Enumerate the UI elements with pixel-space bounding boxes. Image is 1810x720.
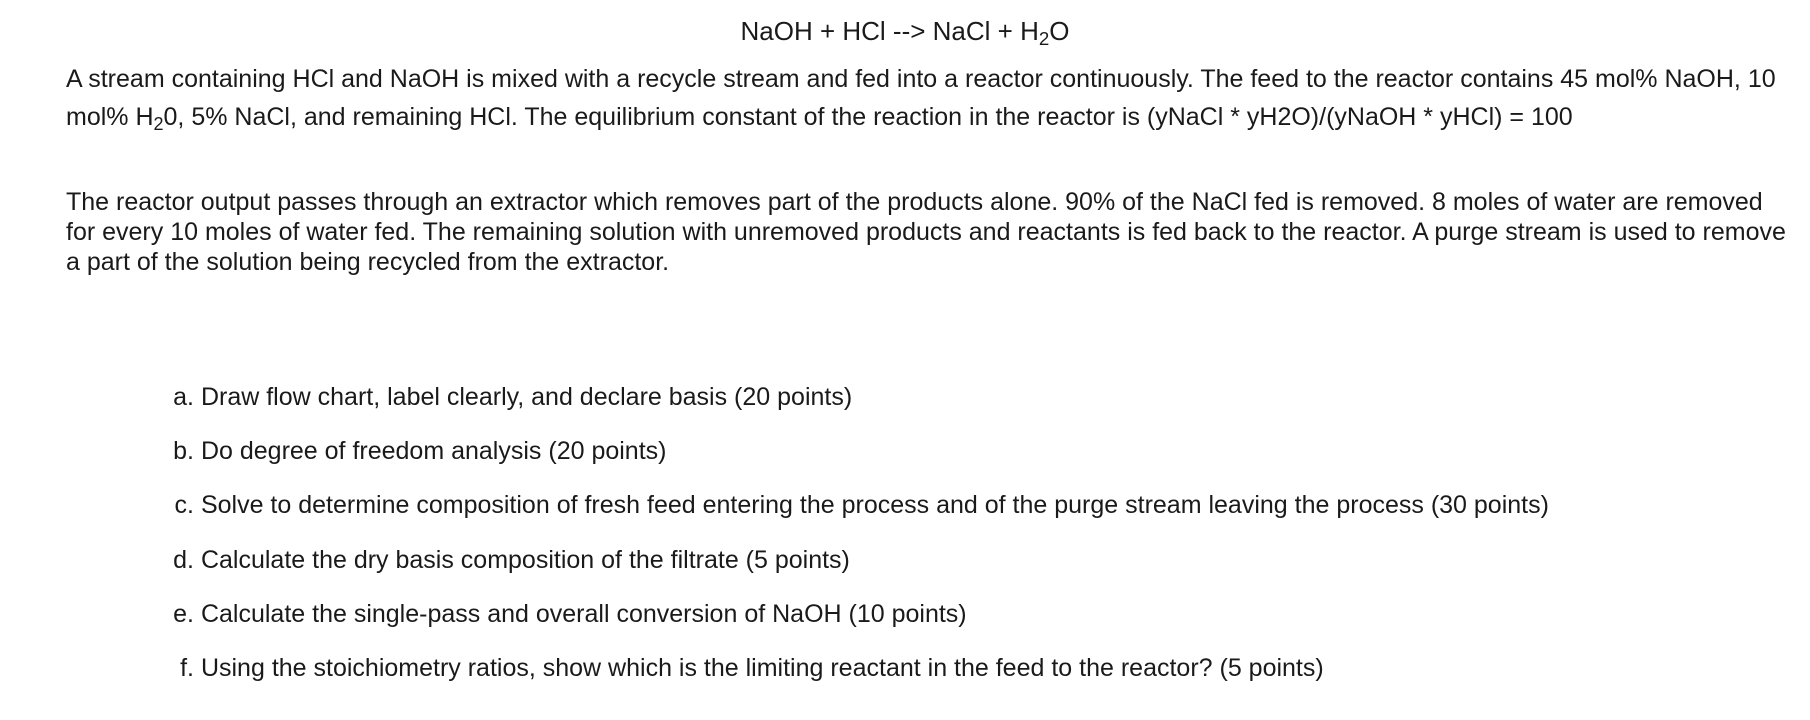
task-item-d [160, 545, 1720, 575]
task-list [160, 382, 1720, 707]
task-marker: a. [173, 383, 194, 411]
task-marker: f. [180, 653, 194, 682]
task-item-c [160, 490, 1720, 520]
task-item-f [160, 653, 1720, 683]
task-marker: c. [174, 491, 194, 520]
problem-paragraph-feed [66, 60, 1796, 136]
task-text: Calculate the dry basis composition of the filtrate (5 points) [200, 545, 850, 574]
task-item-e [160, 599, 1720, 629]
task-item-b [160, 436, 1720, 466]
task-item-a [160, 382, 1720, 412]
task-text: Using the stoichiometry ratios, show which is the limiting reactant in the feed to the reactor? (5 points) [200, 653, 1324, 682]
paragraph-feed-text-2: 0, 5% NaCl, and remaining HCl. The equilibrium constant of the reaction in the reactor is (yNaCl * yH2O)/(yNaOH * yHCl) = 100 [163, 103, 1573, 131]
reaction-equation [0, 14, 1810, 48]
equation-main: NaOH + HCl --> NaCl + H [740, 16, 1039, 46]
paragraph-feed-subscript: 2 [153, 114, 164, 135]
task-text: Calculate the single-pass and overall conversion of NaOH (10 points) [200, 599, 967, 628]
task-text: Do degree of freedom analysis (20 points) [200, 437, 667, 466]
problem-paragraph-extractor: The reactor output passes through an extractor which removes part of the products alone. 90% of the NaCl fed is removed. 8 moles of water are removed for every 10 moles of water fed. The remaining solution with unremoved products and reactants is fed back to the reactor. A purge stream is used to remove a part of the solution being recycled from the extractor. [66, 188, 1786, 276]
equation-subscript: 2 [1038, 28, 1050, 50]
paragraph-feed-text-1: A stream containing HCl and NaOH is mixed with a recycle stream and fed into a reactor continuously. The feed to the reactor contains 45 mol% NaOH, 10 mol% H [66, 65, 1776, 131]
task-marker: d. [173, 545, 194, 574]
equation-tail: O [1049, 16, 1070, 46]
task-text: Solve to determine composition of fresh feed entering the process and of the purge stream leaving the process (30 points) [200, 491, 1549, 520]
task-text: Draw flow chart, label clearly, and declare basis (20 points) [200, 383, 853, 411]
task-marker: e. [173, 599, 194, 628]
task-marker: b. [173, 437, 194, 466]
